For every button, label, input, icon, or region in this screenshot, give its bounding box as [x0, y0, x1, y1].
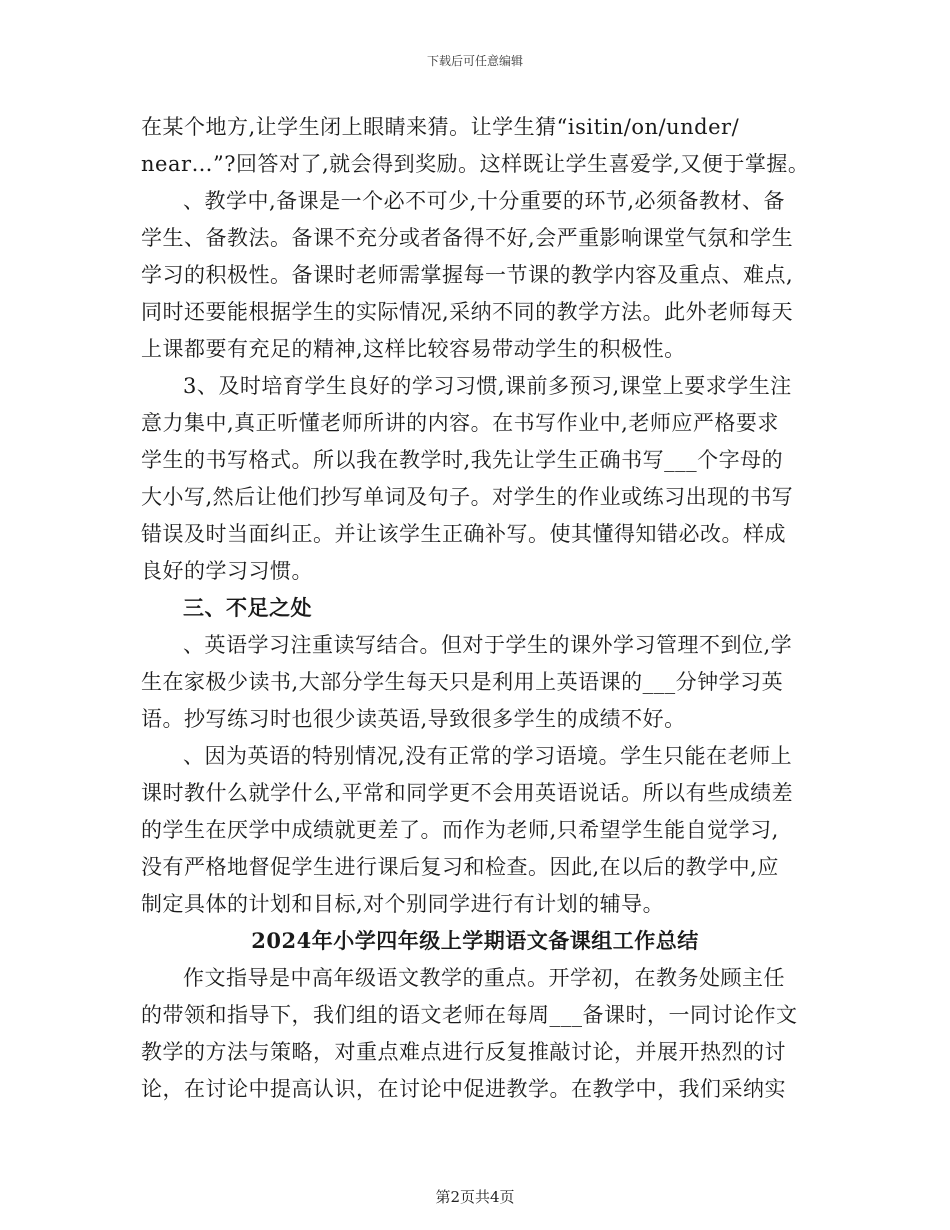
text-line: 制定具体的计划和目标,对个别同学进行有计划的辅导。	[141, 892, 665, 916]
text-line: 生在家极少读书,大部分学生每天只是利用上英语课的___分钟学习英	[141, 670, 784, 694]
page-footer: 第2页共4页	[435, 1188, 515, 1206]
document-title: 2024年小学四年级上学期语文备课组工作总结	[251, 928, 699, 953]
text-line: 没有严格地督促学生进行课后复习和检查。因此,在以后的教学中,应	[141, 855, 779, 879]
paragraph-start-line: 、因为英语的特别情况,没有正常的学习语境。学生只能在老师上	[183, 744, 793, 768]
text-line: 上课都要有充足的精神,这样比较容易带动学生的积极性。	[141, 337, 686, 361]
paragraph-start-line: 3、及时培育学生良好的学习习惯,课前多预习,课堂上要求学生注	[183, 374, 792, 398]
text-line: 良好的学习习惯。	[141, 559, 313, 583]
text-line: 同时还要能根据学生的实际情况,采纳不同的教学方法。此外老师每天	[141, 300, 794, 324]
text-line: 大小写,然后让他们抄写单词及句子。对学生的作业或练习出现的书写	[141, 485, 794, 509]
text-line: 意力集中,真正听懂老师所讲的内容。在书写作业中,老师应严格要求	[141, 411, 779, 435]
text-line: 在某个地方,让学生闭上眼睛来猜。让学生猜“isitin/on/under/	[141, 115, 740, 139]
section-heading: 三、不足之处	[183, 595, 312, 620]
text-line: 语。抄写练习时也很少读英语,导致很多学生的成绩不好。	[141, 707, 686, 731]
text-line: 学习的积极性。备课时老师需掌握每一节课的教学内容及重点、难点,	[141, 263, 794, 287]
text-line: 学生的书写格式。所以我在教学时,我先让学生正确书写___个字母的	[141, 448, 784, 472]
text-line: 学生、备教法。备课不充分或者备得不好,会严重影响课堂气氛和学生	[141, 226, 794, 250]
text-line: 错误及时当面纠正。并让该学生正确补写。使其懂得知错必改。样成	[141, 522, 786, 546]
text-line: 的学生在厌学中成绩就更差了。而作为老师,只希望学生能自觉学习,	[141, 818, 779, 842]
text-line: 的带领和指导下，我们组的语文老师在每周___备课时，一同讨论作文	[141, 1003, 798, 1027]
page-header: 下载后可任意编辑	[426, 54, 523, 68]
paragraph-start-line: 作文指导是中高年级语文教学的重点。开学初，在教务处顾主任	[183, 966, 785, 990]
text-line: 论，在讨论中提高认识，在讨论中促进教学。在教学中，我们采纳实	[141, 1077, 786, 1101]
text-line: 课时教什么就学什么,平常和同学更不会用英语说话。所以有些成绩差	[141, 781, 794, 805]
text-line: 教学的方法与策略，对重点难点进行反复推敲讨论，并展开热烈的讨	[141, 1040, 786, 1064]
text-line: near…”?回答对了,就会得到奖励。这样既让学生喜爱学,又便于掌握。	[141, 152, 810, 176]
paragraph-start-line: 、英语学习注重读写结合。但对于学生的课外学习管理不到位,学	[183, 633, 793, 657]
paragraph-start-line: 、教学中,备课是一个必不可少,十分重要的环节,必须备教材、备	[183, 189, 786, 213]
